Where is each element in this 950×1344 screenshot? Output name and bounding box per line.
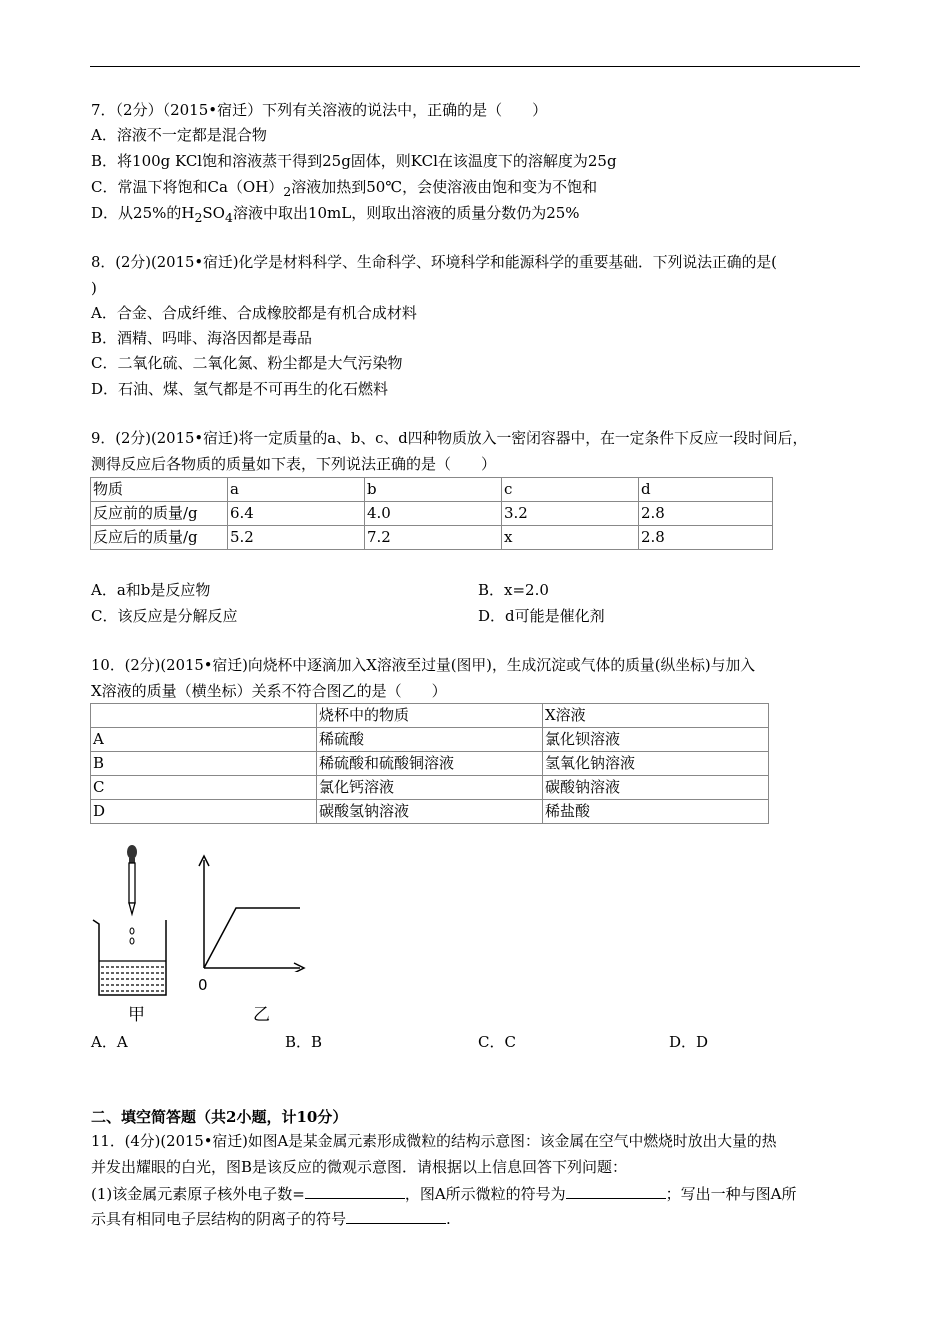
q7-c-pre: C．常温下将饱和Ca（OH） <box>91 178 284 196</box>
q11-p1-text-c: ；写出一种与图A所 <box>665 1185 797 1203</box>
q10-option-c[interactable]: C．C <box>478 1033 516 1051</box>
header-rule <box>90 66 860 67</box>
q7-d-pre: D．从25%的H <box>91 204 195 222</box>
table-cell: 反应前的质量/g <box>91 502 228 526</box>
q10-stem-line1: 10．(2分)(2015•宿迁)向烧杯中逐滴加入X溶液至过量(图甲)，生成沉淀或气体的质量(纵坐标)与加入 <box>91 657 756 674</box>
q8-stem-line2: ) <box>91 279 97 297</box>
q8-stem-line1: 8．(2分)(2015•宿迁)化学是材料科学、生命科学、环境科学和能源科学的重要基础．下列说法正确的是( <box>91 254 777 271</box>
table-cell: x <box>502 526 639 550</box>
answer-blank-3[interactable] <box>346 1207 446 1224</box>
q8-option-d[interactable]: D．石油、煤、氢气都是不可再生的化石燃料 <box>91 380 389 398</box>
q11-p1-text-b: ，图A所示微粒的符号为 <box>404 1185 566 1203</box>
answer-blank-2[interactable] <box>566 1182 666 1199</box>
q11-p1-text-a: (1)该金属元素原子核外电子数= <box>91 1185 305 1203</box>
q7-option-b[interactable]: B．将100g KCl饱和溶液蒸干得到25g固体，则KCl在该温度下的溶解度为25g <box>91 152 617 170</box>
q7-stem: 7．（2分）（2015•宿迁）下列有关溶液的说法中，正确的是（ ） <box>91 101 548 119</box>
table-cell: 碳酸钠溶液 <box>543 776 769 800</box>
table-row <box>91 526 773 550</box>
fig-jia-label: 甲 <box>128 1005 145 1025</box>
q11-stem-line2: 并发出耀眼的白光，图B是该反应的微观示意图．请根据以上信息回答下列问题： <box>91 1158 628 1176</box>
table-row <box>91 502 773 526</box>
dropper-icon <box>127 845 137 914</box>
table-cell: 6.4 <box>228 502 365 526</box>
table-cell: 5.2 <box>228 526 365 550</box>
q7-c-post: 溶液加热到50℃，会使溶液由饱和变为不饱和 <box>291 178 598 196</box>
beaker-icon <box>93 920 166 995</box>
table-cell: 碳酸氢钠溶液 <box>317 800 543 824</box>
graph-figure <box>192 852 312 972</box>
table-cell: 氯化钡溶液 <box>543 728 769 752</box>
q9-option-b[interactable]: B．x=2.0 <box>478 581 549 599</box>
table-row <box>91 728 769 752</box>
table-cell: b <box>365 478 502 502</box>
q11-p2-text-a: 示具有相同电子层结构的阴离子的符号 <box>91 1210 347 1228</box>
q9-option-a[interactable]: A．a和b是反应物 <box>91 581 211 599</box>
q8-option-b[interactable]: B．酒精、吗啡、海洛因都是毒品 <box>91 329 313 347</box>
table-row <box>91 752 769 776</box>
graph-origin-label: 0 <box>198 976 208 994</box>
table-row <box>91 478 773 502</box>
graph-curve <box>204 908 300 968</box>
q7-option-a[interactable]: A．溶液不一定都是混合物 <box>91 126 267 144</box>
table-row <box>91 704 769 728</box>
table-cell: 物质 <box>91 478 228 502</box>
q10-stem-line2: X溶液的质量（横坐标）关系不符合图乙的是（ ） <box>91 682 447 700</box>
drops-icon <box>130 928 134 944</box>
q9-option-d[interactable]: D．d可能是催化剂 <box>478 607 605 625</box>
q11-p2-text-b: . <box>446 1210 451 1228</box>
answer-blank-1[interactable] <box>305 1182 405 1199</box>
q7-option-d[interactable] <box>91 203 580 228</box>
table-row <box>91 800 769 824</box>
table-cell: 4.0 <box>365 502 502 526</box>
table-cell <box>91 704 317 728</box>
q7-d-sub2: 4 <box>224 210 233 225</box>
q10-option-a[interactable]: A．A <box>91 1033 128 1051</box>
table-cell: a <box>228 478 365 502</box>
fig-yi-label: 乙 <box>253 1005 270 1025</box>
q10-option-b[interactable]: B．B <box>285 1033 323 1051</box>
table-cell: 稀硫酸和硫酸铜溶液 <box>317 752 543 776</box>
q9-table <box>90 477 773 550</box>
table-cell: X溶液 <box>543 704 769 728</box>
table-cell: 反应后的质量/g <box>91 526 228 550</box>
table-cell: C <box>91 776 317 800</box>
q7-option-c[interactable] <box>91 177 597 202</box>
q7-d-sub1: 2 <box>194 210 203 225</box>
beaker-dropper-figure <box>88 840 178 1000</box>
q11-stem-line1: 11．(4分)(2015•宿迁)如图A是某金属元素形成微粒的结构示意图：该金属在空气中燃烧时放出大量的热 <box>91 1133 777 1150</box>
q9-option-c[interactable]: C．该反应是分解反应 <box>91 607 238 625</box>
table-cell: A <box>91 728 317 752</box>
table-cell: 7.2 <box>365 526 502 550</box>
table-cell: 3.2 <box>502 502 639 526</box>
q9-stem-line2: 测得反应后各物质的质量如下表，下列说法正确的是（ ） <box>91 455 497 473</box>
q9-stem-line1: 9．(2分)(2015•宿迁)将一定质量的a、b、c、d四种物质放入一密闭容器中，在一定条件下反应一段时间后， <box>91 430 808 447</box>
q8-option-a[interactable]: A．合金、合成纤维、合成橡胶都是有机合成材料 <box>91 304 417 322</box>
q7-d-mid: SO <box>202 204 225 222</box>
table-cell: c <box>502 478 639 502</box>
table-cell: 2.8 <box>639 526 773 550</box>
table-cell: D <box>91 800 317 824</box>
table-row <box>91 776 769 800</box>
table-cell: 稀硫酸 <box>317 728 543 752</box>
q8-option-c[interactable]: C．二氧化硫、二氧化氮、粉尘都是大气污染物 <box>91 354 403 372</box>
table-cell: B <box>91 752 317 776</box>
q10-table <box>90 703 769 824</box>
section-2-heading: 二、填空简答题（共2小题，计10分） <box>91 1108 348 1126</box>
q11-part1-line2 <box>91 1207 451 1229</box>
table-cell: 稀盐酸 <box>543 800 769 824</box>
q7-d-post: 溶液中取出10mL，则取出溶液的质量分数仍为25% <box>232 204 580 222</box>
table-cell: 2.8 <box>639 502 773 526</box>
table-cell: 氯化钙溶液 <box>317 776 543 800</box>
table-cell: 氢氧化钠溶液 <box>543 752 769 776</box>
q10-option-d[interactable]: D．D <box>669 1033 709 1051</box>
table-cell: d <box>639 478 773 502</box>
q11-part1-line1 <box>91 1182 797 1204</box>
table-cell: 烧杯中的物质 <box>317 704 543 728</box>
q7-c-sub: 2 <box>283 184 292 199</box>
